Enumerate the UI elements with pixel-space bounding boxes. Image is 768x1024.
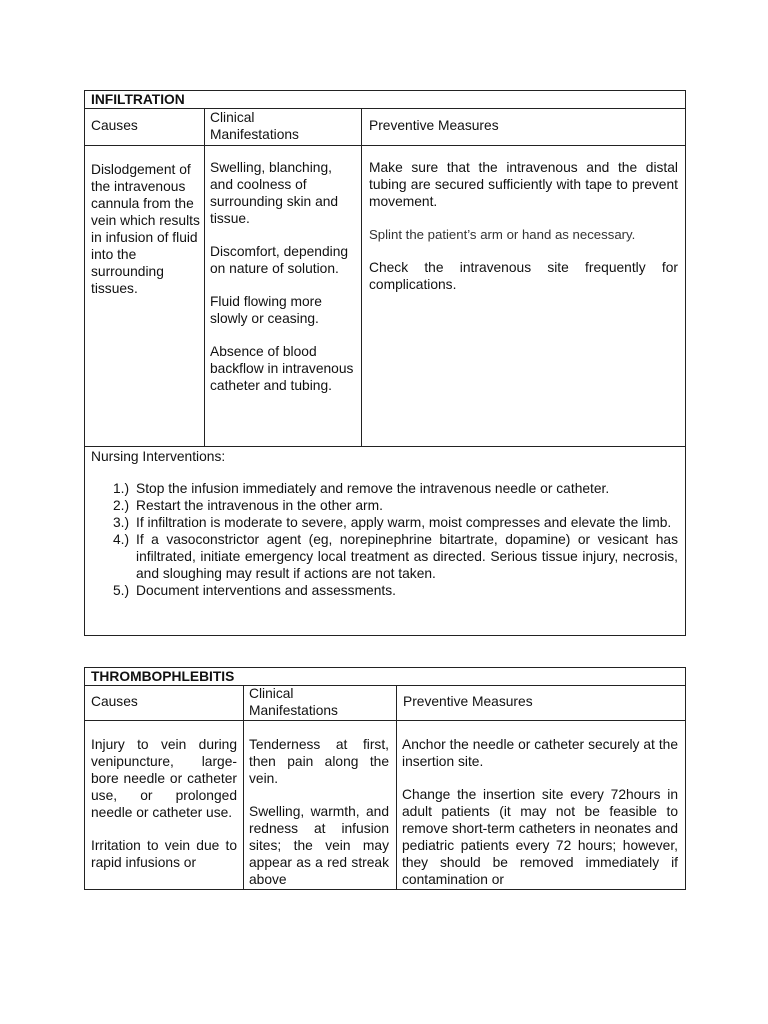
table-divider	[84, 145, 686, 146]
clinical-item: Tenderness at first, then pain along the vein.	[249, 737, 389, 786]
preventive-item: Check the intravenous site frequently for complications.	[369, 260, 678, 292]
nursing-interventions-list	[85, 480, 678, 599]
header-preventive-measures: Preventive Measures	[369, 118, 499, 133]
thrombophlebitis-clinical-cell	[249, 736, 389, 904]
preventive-item: Make sure that the intravenous and the distal tubing are secured sufficiently with tape to prevent movement.	[369, 160, 678, 209]
list-item: 4.) If a vasoconstrictor agent (eg, norepinephrine bitartrate, dopamine) or vesicant has infiltrated, initiate emergency local treatment as directed. Serious tissue injury, necrosis, and sloughing may result if actions are not taken.	[113, 532, 678, 581]
thrombophlebitis-title: THROMBOPHLEBITIS	[91, 669, 235, 684]
infiltration-title: INFILTRATION	[91, 92, 185, 107]
table-divider	[84, 108, 686, 109]
header-causes: Causes	[91, 694, 138, 709]
preventive-item: Change the insertion site every 72hours in adult patients (it may not be feasible to remove short-term catheters in neonates and pediatric patients every 72 hours; however, they should be removed immediately if contamination or	[402, 787, 678, 887]
causes-item: Injury to vein during venipuncture, large-bore needle or catheter use, or prolonged needle or catheter use.	[91, 737, 237, 820]
list-item: 1.) Stop the infusion immediately and remove the intravenous needle or catheter.	[113, 481, 610, 496]
preventive-item: Anchor the needle or catheter securely at the insertion site.	[402, 737, 678, 769]
column-divider	[396, 685, 397, 890]
infiltration-causes-cell	[91, 161, 201, 313]
causes-text: Dislodgement of the intravenous cannula from the vein which results in infusion of fluid into the surrounding tissues.	[91, 162, 200, 296]
thrombophlebitis-causes-cell	[91, 736, 237, 887]
preventive-item: Splint the patient’s arm or hand as necessary.	[369, 227, 636, 242]
clinical-item: Swelling, warmth, and redness at infusion sites; the vein may appear as a red streak above	[249, 804, 389, 887]
header-causes: Causes	[91, 118, 138, 133]
header-preventive-measures: Preventive Measures	[403, 694, 533, 709]
header-clinical-manifestations: Clinical Manifestations	[210, 110, 299, 142]
nursing-interventions-label: Nursing Interventions:	[91, 449, 226, 464]
infiltration-preventive-cell	[369, 159, 678, 309]
table-divider	[84, 685, 686, 686]
infiltration-clinical-cell	[210, 159, 358, 410]
column-divider	[243, 685, 244, 890]
thrombophlebitis-preventive-cell	[402, 736, 678, 904]
list-item: 2.) Restart the intravenous in the other arm.	[113, 498, 383, 513]
column-divider	[361, 108, 362, 447]
clinical-item: Absence of blood backflow in intravenous catheter and tubing.	[210, 344, 354, 393]
column-divider	[204, 108, 205, 447]
list-item: 5.) Document interventions and assessments.	[113, 583, 396, 598]
clinical-item: Discomfort, depending on nature of solution.	[210, 244, 349, 276]
causes-item: Irritation to vein due to rapid infusions or	[91, 838, 237, 870]
page-bottom-mask	[84, 890, 686, 1024]
table-divider	[84, 720, 686, 721]
clinical-item: Fluid flowing more slowly or ceasing.	[210, 294, 322, 326]
clinical-item: Swelling, blanching, and coolness of surrounding skin and tissue.	[210, 160, 339, 226]
header-clinical-manifestations: Clinical Manifestations	[249, 686, 338, 718]
table-divider	[84, 446, 686, 447]
list-item: 3.) If infiltration is moderate to severe, apply warm, moist compresses and elevate the limb.	[113, 515, 672, 530]
